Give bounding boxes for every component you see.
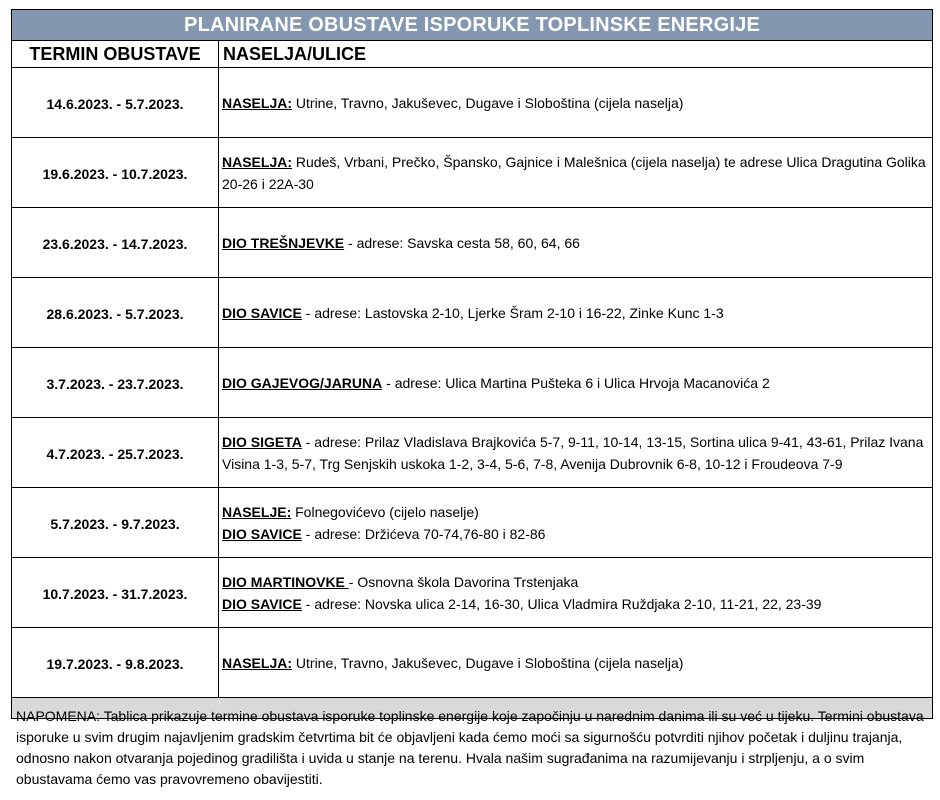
- header-term: TERMIN OBUSTAVE: [12, 41, 219, 68]
- area-details: - adrese: Ulica Martina Pušteka 6 i Ulica Hrvoja Macanovića 2: [382, 374, 770, 391]
- area-label: NASELJA:: [222, 94, 293, 111]
- outage-date-range: 3.7.2023. - 23.7.2023.: [12, 348, 219, 418]
- location-line: [222, 151, 928, 195]
- table-row: [12, 208, 933, 278]
- outage-locations: [219, 628, 933, 698]
- table-row: [12, 278, 933, 348]
- area-label: DIO SIGETA: [222, 433, 302, 450]
- outage-locations: [219, 208, 933, 278]
- outage-date-range: 19.7.2023. - 9.8.2023.: [12, 628, 219, 698]
- area-label: DIO MARTINOVKE: [222, 573, 349, 590]
- area-details: Rudeš, Vrbani, Prečko, Špansko, Gajnice i Malešnica (cijela naselja) te adrese Ulica Dragutina Golika 20-26 i 22A-30: [222, 153, 930, 192]
- table-row: [12, 138, 933, 208]
- table-row: [12, 418, 933, 488]
- table-row: [12, 68, 933, 138]
- area-details: - adrese: Novska ulica 2-14, 16-30, Ulica Vladmira Ruždjaka 2-10, 11-21, 22, 23-39: [301, 595, 822, 612]
- location-line: [222, 372, 928, 394]
- area-details: Folnegovićevo (cijelo naselje): [291, 503, 479, 520]
- location-line: [222, 232, 928, 254]
- area-label: DIO SAVICE: [222, 595, 302, 612]
- outage-locations: [219, 68, 933, 138]
- location-line: [222, 302, 928, 324]
- header-places: NASELJA/ULICE: [219, 41, 933, 68]
- area-details: Utrine, Travno, Jakuševec, Dugave i Sloboština (cijela naselja): [292, 654, 684, 671]
- outage-locations: [219, 348, 933, 418]
- area-details: - adrese: Prilaz Vladislava Brajkovića 5-7, 9-11, 10-14, 13-15, Sortina ulica 9-41, 43-61, Prilaz Ivana Visina 1-3, 5-7, Trg Senjskih uskoka 1-2, 3-4, 5-6, 7-8, Avenija Dubrovnik 6-8, 10-12 i Froudeova 7-9: [222, 433, 928, 472]
- footnote: NAPOMENA: Tablica prikazuje termine obustava isporuke toplinske energije koje započinju u narednim danima ili su već u tijeku. Termini obustava isporuke u svim drugim najavljenim gradskim četvrtima bit će objavljeni kada ćemo moći sa sigurnošću potvrditi njihov početak i duljinu trajanja, odnosno nakon otvaranja pojedinog gradilišta i uvida u stanje na terenu. Hvala našim sugrađanima na razumijevanju i strpljenju, a o svim obustavama ćemo vas pravovremeno obavijestiti.: [16, 708, 924, 787]
- location-line: [222, 593, 928, 615]
- outage-date-range: 28.6.2023. - 5.7.2023.: [12, 278, 219, 348]
- area-label: NASELJA:: [222, 654, 293, 671]
- outage-table: [11, 9, 933, 719]
- outage-locations: [219, 418, 933, 488]
- outage-date-range: 5.7.2023. - 9.7.2023.: [12, 488, 219, 558]
- outage-locations: [219, 558, 933, 628]
- area-details: Utrine, Travno, Jakuševec, Dugave i Sloboština (cijela naselja): [292, 94, 684, 111]
- location-line: [222, 652, 928, 674]
- location-line: [222, 501, 928, 523]
- area-label: DIO SAVICE: [222, 304, 302, 321]
- location-line: [222, 571, 928, 593]
- area-label: NASELJE:: [222, 503, 292, 520]
- table-row: [12, 348, 933, 418]
- table-row: [12, 628, 933, 698]
- area-details: - adrese: Držićeva 70-74,76-80 i 82-86: [301, 525, 546, 542]
- area-details: - adrese: Lastovska 2-10, Ljerke Šram 2-10 i 16-22, Zinke Kunc 1-3: [301, 304, 724, 321]
- location-line: [222, 431, 928, 475]
- outage-locations: [219, 138, 933, 208]
- table-row: [12, 558, 933, 628]
- table-title: PLANIRANE OBUSTAVE ISPORUKE TOPLINSKE ENERGIJE: [12, 10, 933, 41]
- outage-locations: [219, 488, 933, 558]
- outage-date-range: 23.6.2023. - 14.7.2023.: [12, 208, 219, 278]
- area-label: NASELJA:: [222, 153, 293, 170]
- area-label: DIO GAJEVOG/JARUNA: [222, 374, 383, 391]
- outage-date-range: 19.6.2023. - 10.7.2023.: [12, 138, 219, 208]
- schedule-document: [11, 9, 932, 719]
- outage-date-range: 10.7.2023. - 31.7.2023.: [12, 558, 219, 628]
- outage-date-range: 14.6.2023. - 5.7.2023.: [12, 68, 219, 138]
- title-row: [12, 10, 933, 41]
- outage-locations: [219, 278, 933, 348]
- area-label: DIO SAVICE: [222, 525, 302, 542]
- outage-date-range: 4.7.2023. - 25.7.2023.: [12, 418, 219, 488]
- area-details: - adrese: Savska cesta 58, 60, 64, 66: [344, 234, 580, 251]
- header-row: [12, 41, 933, 68]
- table-row: [12, 488, 933, 558]
- area-label: DIO TREŠNJEVKE: [222, 234, 345, 251]
- location-line: [222, 523, 928, 545]
- area-details: - Osnovna škola Davorina Trstenjaka: [348, 573, 579, 590]
- location-line: [222, 92, 928, 114]
